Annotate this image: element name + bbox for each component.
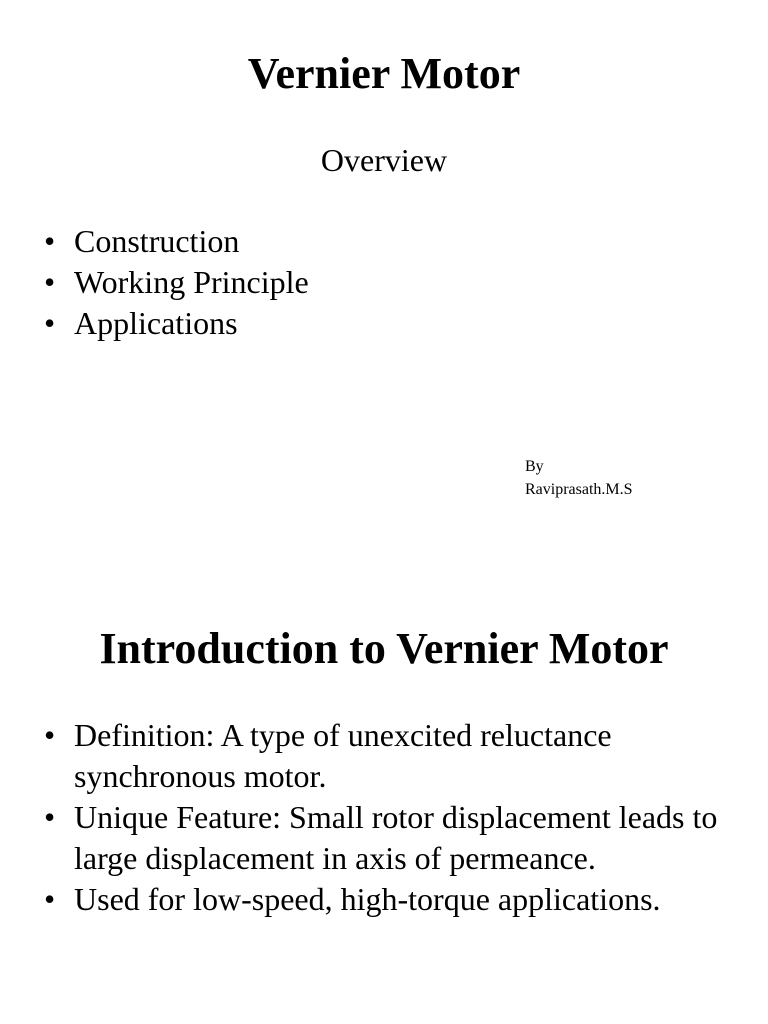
bullet-text: Used for low-speed, high-torque applications. (74, 881, 661, 917)
bullet-text: Unique Feature: Small rotor displacement leads to large displacement in axis of permeance. (74, 799, 718, 876)
bullet-icon: • (44, 223, 56, 259)
bullet-item (44, 262, 704, 303)
slide-subtitle: Overview (320, 142, 448, 178)
bullet-icon: • (44, 799, 56, 835)
bullet-icon: • (44, 264, 56, 300)
bullet-icon: • (44, 305, 56, 341)
author-block (525, 455, 633, 501)
overview-bullet-list (44, 221, 704, 344)
bullet-item (44, 715, 724, 797)
bullet-item (44, 797, 724, 879)
bullet-item (44, 303, 704, 344)
bullet-item (44, 221, 704, 262)
bullet-text: Construction (74, 223, 240, 259)
bullet-text: Definition: A type of unexcited reluctance synchronous motor. (74, 717, 612, 794)
bullet-item (44, 879, 724, 920)
slide-introduction (0, 560, 768, 1024)
author-by-label: By (525, 458, 544, 475)
slide-title: Vernier Motor (247, 49, 521, 98)
bullet-icon: • (44, 881, 56, 917)
bullet-icon: • (44, 717, 56, 753)
introduction-bullet-list (44, 715, 724, 920)
bullet-text: Working Principle (74, 264, 309, 300)
bullet-text: Applications (74, 305, 238, 341)
author-name: Raviprasath.M.S (525, 481, 633, 498)
slide-title: Introduction to Vernier Motor (99, 624, 669, 673)
